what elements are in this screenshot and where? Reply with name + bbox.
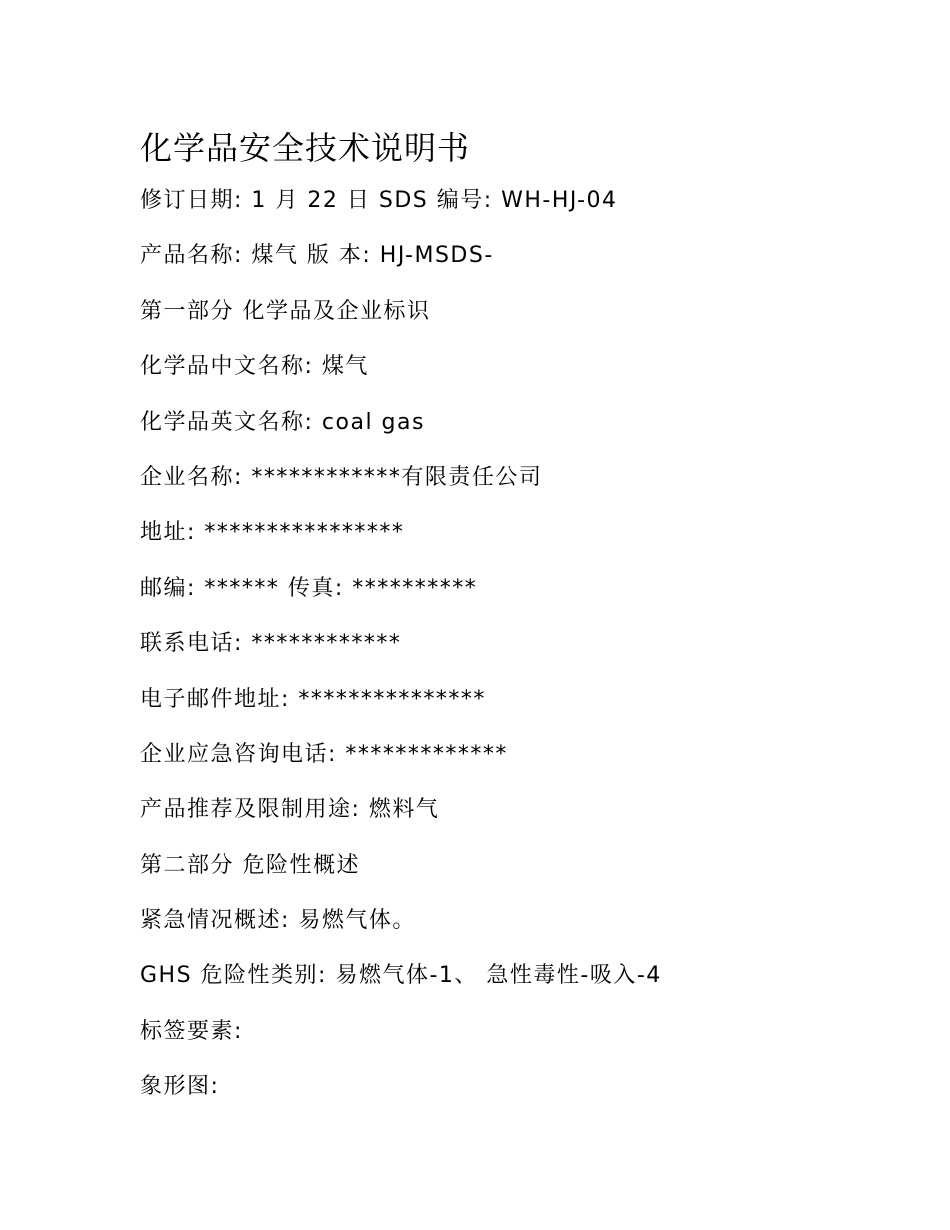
email-line: 电子邮件地址: *************** xyxy=(140,686,486,712)
revision-date-line: 修订日期: 1 月 22 日 SDS 编号: WH-HJ-04 xyxy=(140,188,618,213)
chinese-name-line: 化学品中文名称: 煤气 xyxy=(140,354,369,380)
emergency-phone-line: 企业应急咨询电话: ************* xyxy=(140,741,508,767)
label-elements-line: 标签要素: xyxy=(140,1018,243,1044)
emergency-overview-line: 紧急情况概述: 易燃气体。 xyxy=(140,908,416,934)
ghs-category-line: GHS 危险性类别: 易燃气体-1、 急性毒性-吸入-4 xyxy=(140,963,662,989)
pictogram-line: 象形图: xyxy=(140,1074,220,1100)
product-name-line: 产品名称: 煤气 版 本: HJ-MSDS- xyxy=(140,243,494,269)
company-name-line: 企业名称: ************有限责任公司 xyxy=(140,464,543,490)
section-1-heading: 第一部分 化学品及企业标识 xyxy=(140,298,431,324)
recommended-use-line: 产品推荐及限制用途: 燃料气 xyxy=(140,797,440,823)
postcode-fax-line: 邮编: ****** 传真: ********** xyxy=(140,575,478,601)
section-2-heading: 第二部分 危险性概述 xyxy=(140,852,360,878)
english-name-line: 化学品英文名称: coal gas xyxy=(140,409,425,435)
document-body xyxy=(140,124,900,1128)
document-title: 化学品安全技术说明书 xyxy=(140,129,471,167)
phone-line: 联系电话: ************ xyxy=(140,631,402,657)
address-line: 地址: **************** xyxy=(140,520,405,546)
